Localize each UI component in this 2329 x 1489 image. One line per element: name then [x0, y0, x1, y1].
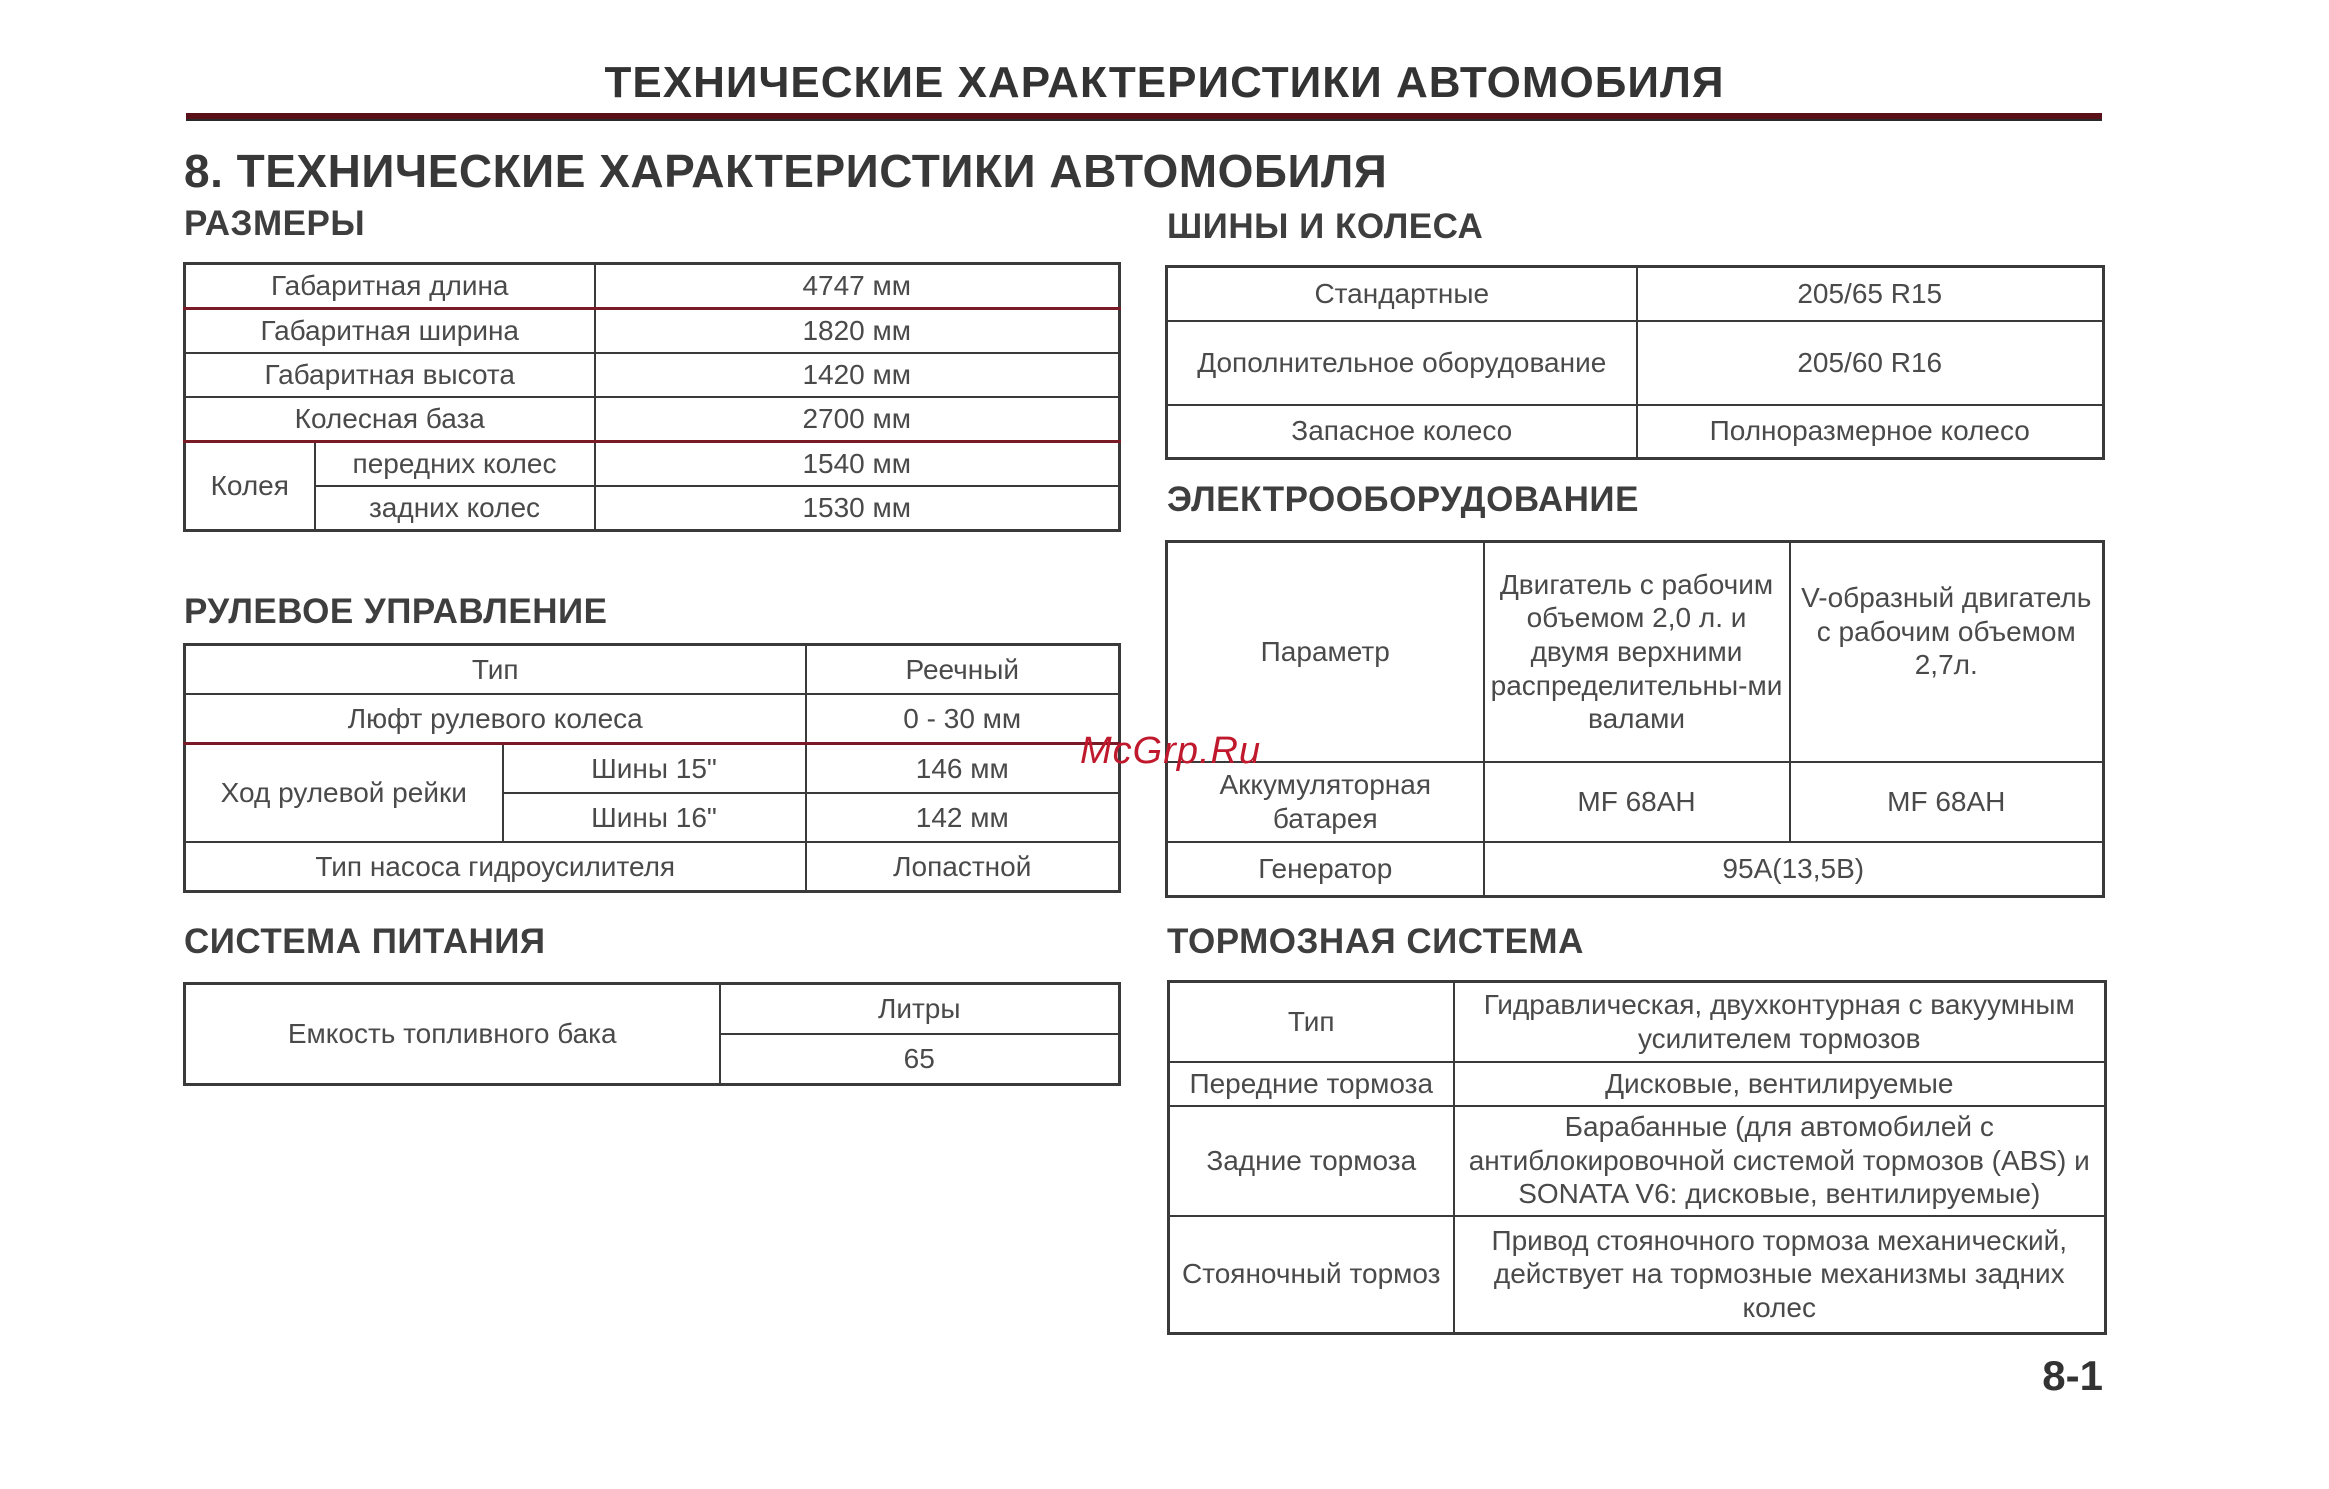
brakes-table	[1167, 980, 2107, 1335]
watermark: McGrp.Ru	[1080, 730, 1262, 772]
table-row	[1167, 842, 2104, 897]
header-divider	[186, 113, 2102, 121]
rear-track-label: задних колес	[315, 486, 595, 531]
brake-type-value: Гидравлическая, двухконтурная с вакуумным усилителем тормозов	[1454, 982, 2106, 1062]
table-row	[1167, 267, 2104, 321]
electrical-table	[1165, 540, 2105, 898]
tire16-value: 142 мм	[806, 793, 1120, 842]
tires-heading: ШИНЫ И КОЛЕСА	[1167, 207, 1484, 246]
fuel-tank-label: Емкость топливного бака	[185, 984, 720, 1085]
fuel-table	[183, 982, 1121, 1086]
rear-track-value: 1530 мм	[595, 486, 1120, 531]
table-row	[185, 397, 1120, 442]
standard-tires-label: Стандартные	[1167, 267, 1637, 321]
front-track-label: передних колес	[315, 441, 595, 486]
battery-value-engine1: MF 68AH	[1484, 762, 1790, 842]
table-row	[185, 441, 1120, 486]
pump-type-label: Тип насоса гидроусилителя	[185, 842, 806, 892]
width-label: Габаритная ширина	[185, 309, 595, 354]
page-header-title: ТЕХНИЧЕСКИЕ ХАРАКТЕРИСТИКИ АВТОМОБИЛЯ	[604, 58, 1725, 107]
front-track-value: 1540 мм	[595, 441, 1120, 486]
width-value: 1820 мм	[595, 309, 1120, 354]
track-label: Колея	[185, 441, 315, 530]
table-row	[185, 309, 1120, 354]
steering-play-label: Люфт рулевого колеса	[185, 694, 806, 744]
height-label: Габаритная высота	[185, 353, 595, 397]
table-row	[1167, 542, 2104, 762]
length-label: Габаритная длина	[185, 264, 595, 309]
table-row	[1169, 982, 2106, 1062]
standard-tires-value: 205/65 R15	[1637, 267, 2104, 321]
pump-type-value: Лопастной	[806, 842, 1120, 892]
rear-brakes-label: Задние тормоза	[1169, 1106, 1454, 1216]
front-brakes-value: Дисковые, вентилируемые	[1454, 1062, 2106, 1106]
generator-label: Генератор	[1167, 842, 1484, 897]
rear-brakes-value: Барабанные (для автомобилей с антиблокировочной системой тормозов (ABS) и SONATA V6: дисковые, вентилируемые)	[1454, 1106, 2106, 1216]
table-row	[185, 264, 1120, 309]
generator-value: 95А(13,5В)	[1484, 842, 2104, 897]
table-row	[185, 842, 1120, 892]
height-value: 1420 мм	[595, 353, 1120, 397]
optional-tires-value: 205/60 R16	[1637, 321, 2104, 405]
table-row	[185, 645, 1120, 695]
tire15-value: 146 мм	[806, 744, 1120, 794]
wheelbase-label: Колесная база	[185, 397, 595, 442]
brakes-heading: ТОРМОЗНАЯ СИСТЕМА	[1167, 922, 1584, 961]
battery-value-engine2: MF 68AH	[1790, 762, 2104, 842]
fuel-unit: Литры	[720, 984, 1120, 1035]
fuel-tank-value: 65	[720, 1034, 1120, 1085]
tires-table	[1165, 265, 2105, 460]
table-row	[185, 744, 1120, 794]
length-value: 4747 мм	[595, 264, 1120, 309]
steering-table	[183, 643, 1121, 893]
dimensions-heading: РАЗМЕРЫ	[184, 204, 366, 243]
dimensions-table	[183, 262, 1121, 532]
table-row	[185, 353, 1120, 397]
table-row	[1169, 1106, 2106, 1216]
section-title: 8. ТЕХНИЧЕСКИЕ ХАРАКТЕРИСТИКИ АВТОМОБИЛЯ	[184, 145, 1388, 197]
table-row	[1169, 1062, 2106, 1106]
front-brakes-label: Передние тормоза	[1169, 1062, 1454, 1106]
page-number: 8-1	[2042, 1352, 2103, 1399]
spare-wheel-value: Полноразмерное колесо	[1637, 405, 2104, 459]
engine2-header: V-образный двигатель с рабочим объемом 2,7л.	[1790, 542, 2104, 762]
parameter-label: Параметр	[1167, 542, 1484, 762]
optional-tires-label: Дополнительное оборудование	[1167, 321, 1637, 405]
tire16-label: Шины 16"	[503, 793, 806, 842]
parking-brake-value: Привод стояночного тормоза механический, действует на тормозные механизмы задних колес	[1454, 1216, 2106, 1334]
table-row	[1167, 762, 2104, 842]
spare-wheel-label: Запасное колесо	[1167, 405, 1637, 459]
steering-type-label: Тип	[185, 645, 806, 695]
rack-travel-label: Ход рулевой рейки	[185, 744, 503, 842]
table-row	[185, 984, 1120, 1035]
parking-brake-label: Стояночный тормоз	[1169, 1216, 1454, 1334]
steering-type-value: Реечный	[806, 645, 1120, 695]
fuel-heading: СИСТЕМА ПИТАНИЯ	[184, 922, 546, 961]
tire15-label: Шины 15"	[503, 744, 806, 794]
wheelbase-value: 2700 мм	[595, 397, 1120, 442]
steering-heading: РУЛЕВОЕ УПРАВЛЕНИЕ	[184, 592, 608, 631]
table-row	[1167, 321, 2104, 405]
table-row	[185, 486, 1120, 531]
battery-label: Аккумуляторная батарея	[1167, 762, 1484, 842]
engine1-header: Двигатель с рабочим объемом 2,0 л. и двумя верхними распределительны-ми валами	[1484, 542, 1790, 762]
table-row	[1167, 405, 2104, 459]
brake-type-label: Тип	[1169, 982, 1454, 1062]
table-row	[185, 694, 1120, 744]
table-row	[1169, 1216, 2106, 1334]
steering-play-value: 0 - 30 мм	[806, 694, 1120, 744]
electrical-heading: ЭЛЕКТРООБОРУДОВАНИЕ	[1167, 480, 1639, 519]
